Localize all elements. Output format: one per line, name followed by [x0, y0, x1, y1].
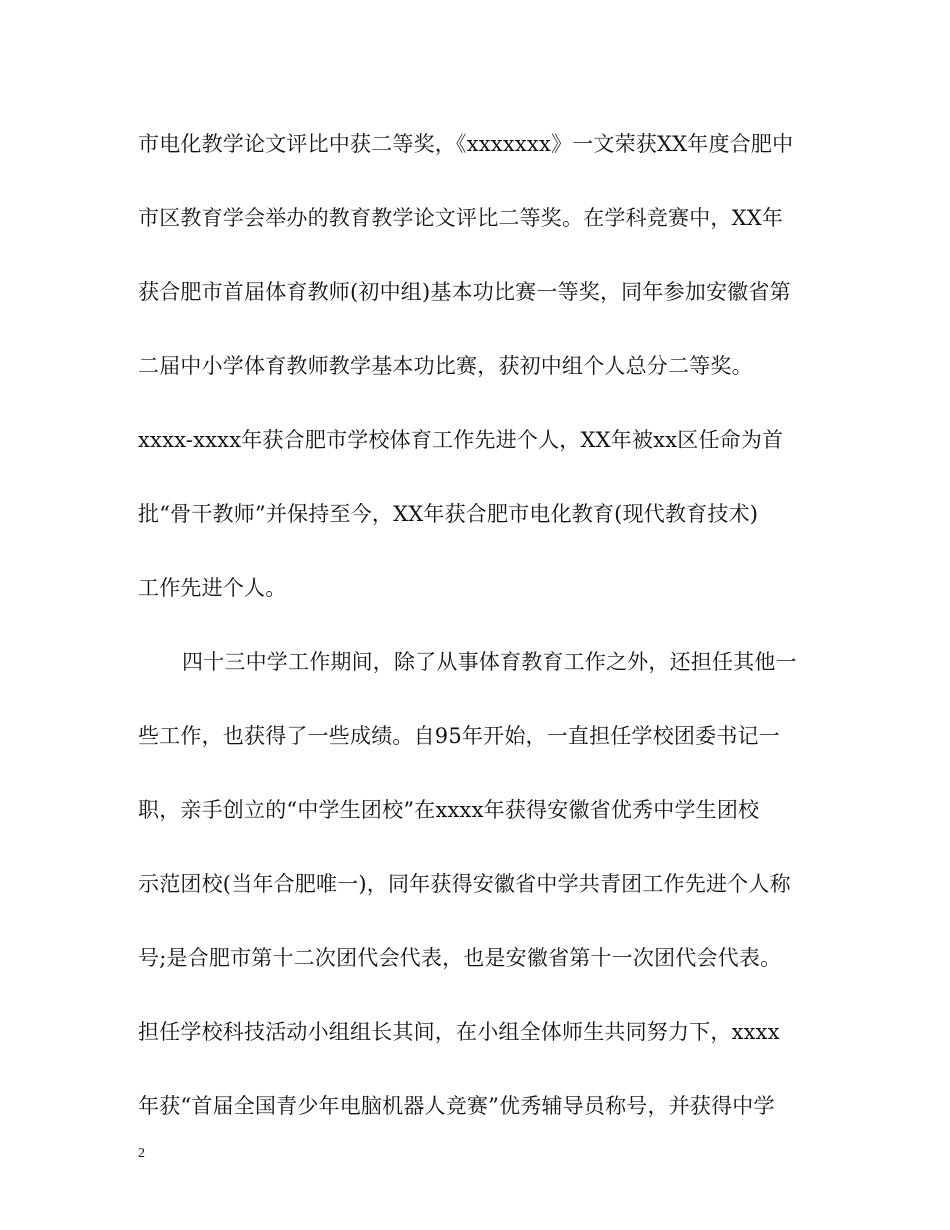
text-line-6: 批“骨干教师”并保持至今，XX年获合肥市电化教育(现代教育技术)	[138, 502, 759, 526]
text-line-3: 获合肥市首届体育教师(初中组)基本功比赛一等奖，同年参加安徽省第	[138, 280, 791, 304]
text-line-1: 市电化教学论文评比中获二等奖，《xxxxxxx》一文荣获XX年度合肥中	[138, 132, 794, 156]
document-body	[138, 125, 818, 1161]
text-line-7: 工作先进个人。	[138, 576, 287, 600]
text-line-14: 年获“首届全国青少年电脑机器人竞赛”优秀辅导员称号，并获得中学	[138, 1094, 775, 1118]
text-line-9: 些工作，也获得了一些成绩。自95年开始，一直担任学校团委书记一	[138, 724, 780, 748]
text-line-2: 市区教育学会举办的教育教学论文评比二等奖。在学科竞赛中，XX年	[138, 206, 784, 230]
text-line-11: 示范团校(当年合肥唯一)，同年获得安徽省中学共青团工作先进个人称	[138, 872, 791, 896]
text-line-12: 号;是合肥市第十二次团代会代表，也是安徽省第十一次团代会代表。	[138, 946, 782, 970]
text-line-5: xxxx-xxxx年获合肥市学校体育工作先进个人，XX年被xx区任命为首	[138, 428, 784, 452]
text-line-13: 担任学校科技活动小组组长其间，在小组全体师生共同努力下，xxxx	[138, 1020, 780, 1044]
page-number: 2	[138, 1146, 145, 1161]
text-line-10: 职，亲手创立的“中学生团校”在xxxx年获得安徽省优秀中学生团校	[138, 798, 760, 822]
text-line-8: 四十三中学工作期间，除了从事体育教育工作之外，还担任其他一	[182, 650, 797, 674]
text-line-4: 二届中小学体育教师教学基本功比赛，获初中组个人总分二等奖。	[138, 354, 753, 378]
